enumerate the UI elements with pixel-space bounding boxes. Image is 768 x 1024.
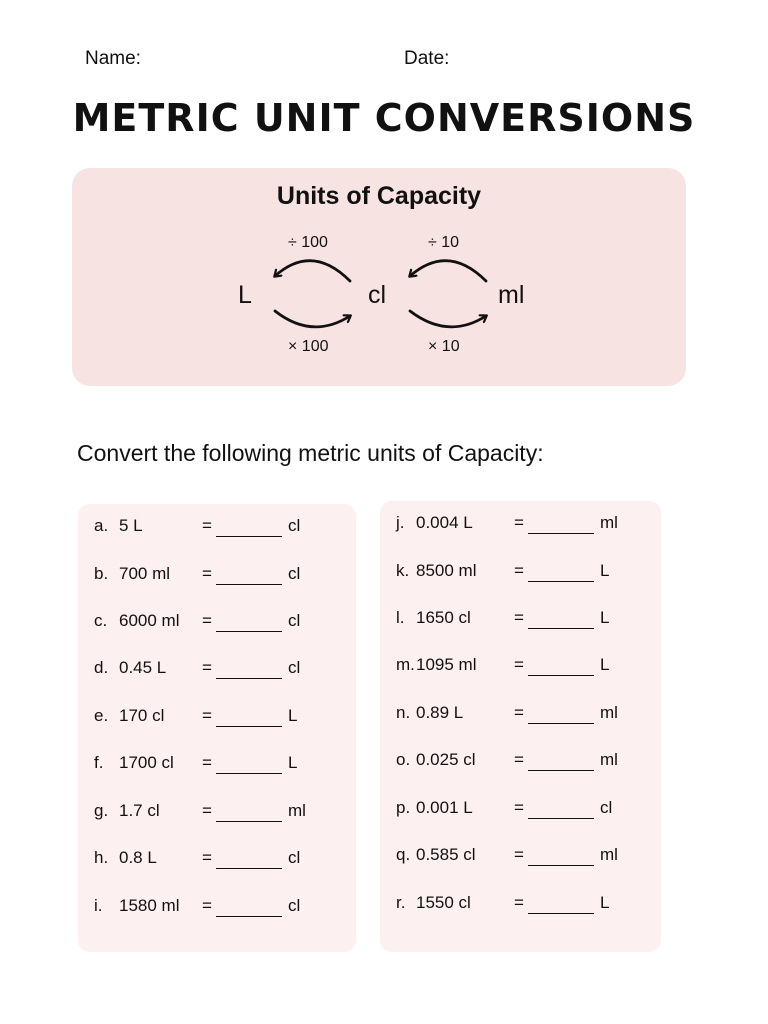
answer-blank[interactable] [528,752,594,771]
answer-blank[interactable] [528,610,594,629]
question-letter: n. [396,703,411,722]
question-row [78,658,356,682]
question-letter: j. [396,513,405,532]
answer-blank[interactable] [528,705,594,724]
question-row [78,564,356,588]
answer-blank[interactable] [528,800,594,819]
op-divide-100: ÷ 100 [288,234,328,251]
question-value: 170 cl [119,706,165,725]
answer-blank[interactable] [528,895,594,914]
unit-ml: ml [498,281,525,309]
question-letter: f. [94,753,104,772]
page-title: METRIC UNIT CONVERSIONS [72,96,696,140]
op-multiply-10: × 10 [428,338,460,355]
question-letter: b. [94,564,109,583]
question-letter: l. [396,608,405,627]
answer-blank[interactable] [216,755,282,774]
question-letter: h. [94,848,109,867]
answer-blank[interactable] [216,803,282,822]
capacity-diagram-box [72,168,686,386]
right-question-panel [380,501,661,952]
conversion-arrows [72,168,686,386]
question-value: 0.8 L [119,848,157,867]
equals-sign: = [514,845,524,864]
answer-blank[interactable] [216,660,282,679]
date-label: Date: [404,48,450,69]
question-value: 1700 cl [119,753,174,772]
equals-sign: = [514,655,524,674]
question-letter: p. [396,798,411,817]
equals-sign: = [202,896,212,915]
question-letter: a. [94,516,109,535]
question-value: 1095 ml [416,655,477,674]
question-row [78,516,356,540]
equals-sign: = [514,798,524,817]
target-unit: cl [288,564,301,583]
question-row [380,561,661,585]
question-row [380,798,661,822]
arrow-cl-to-L [275,261,350,281]
equals-sign: = [202,753,212,772]
target-unit: L [288,753,298,772]
question-letter: i. [94,896,103,915]
question-row [380,513,661,537]
question-value: 1580 ml [119,896,180,915]
question-row [78,801,356,825]
unit-L: L [238,281,252,309]
equals-sign: = [202,848,212,867]
target-unit: cl [288,516,301,535]
target-unit: L [600,561,610,580]
target-unit: cl [288,658,301,677]
equals-sign: = [514,893,524,912]
answer-blank[interactable] [216,613,282,632]
equals-sign: = [514,750,524,769]
answer-blank[interactable] [528,515,594,534]
answer-blank[interactable] [216,850,282,869]
question-value: 5 L [119,516,143,535]
equals-sign: = [514,703,524,722]
question-letter: m. [396,655,415,674]
question-row [380,750,661,774]
question-row [78,896,356,920]
target-unit: L [288,706,298,725]
question-letter: c. [94,611,108,630]
target-unit: ml [600,750,618,769]
question-row [380,608,661,632]
equals-sign: = [202,706,212,725]
question-row [78,848,356,872]
question-row [78,706,356,730]
question-value: 700 ml [119,564,171,583]
name-label: Name: [85,48,141,69]
op-multiply-100: × 100 [288,338,329,355]
equals-sign: = [202,658,212,677]
question-value: 0.004 L [416,513,473,532]
question-value: 6000 ml [119,611,180,630]
target-unit: cl [600,798,613,817]
answer-blank[interactable] [528,657,594,676]
unit-cl: cl [368,281,387,309]
question-letter: d. [94,658,109,677]
target-unit: ml [600,703,618,722]
question-letter: g. [94,801,109,820]
equals-sign: = [202,611,212,630]
question-value: 1.7 cl [119,801,160,820]
question-value: 0.89 L [416,703,464,722]
answer-blank[interactable] [216,898,282,917]
op-divide-10: ÷ 10 [428,234,460,251]
question-row [78,753,356,777]
equals-sign: = [202,564,212,583]
left-question-panel [78,504,356,952]
question-row [380,703,661,727]
question-letter: r. [396,893,406,912]
question-value: 0.585 cl [416,845,476,864]
answer-blank[interactable] [216,518,282,537]
question-value: 0.001 L [416,798,473,817]
question-letter: k. [396,561,410,580]
answer-blank[interactable] [216,566,282,585]
question-value: 0.025 cl [416,750,476,769]
question-value: 0.45 L [119,658,167,677]
arrow-L-to-cl [275,311,350,327]
question-row [380,655,661,679]
instruction-text: Convert the following metric units of Capacity: [77,440,544,466]
question-letter: o. [396,750,411,769]
question-row [380,893,661,917]
box-title: Units of Capacity [276,182,482,210]
question-row [380,845,661,869]
target-unit: cl [288,848,301,867]
answer-blank[interactable] [216,708,282,727]
equals-sign: = [202,516,212,535]
arrow-cl-to-ml [410,311,486,327]
question-value: 8500 ml [416,561,477,580]
target-unit: ml [600,513,618,532]
equals-sign: = [202,801,212,820]
equals-sign: = [514,608,524,627]
answer-blank[interactable] [528,847,594,866]
question-value: 1550 cl [416,893,471,912]
target-unit: ml [288,801,306,820]
target-unit: cl [288,896,301,915]
target-unit: L [600,608,610,627]
question-row [78,611,356,635]
answer-blank[interactable] [528,563,594,582]
question-letter: e. [94,706,109,725]
equals-sign: = [514,561,524,580]
equals-sign: = [514,513,524,532]
target-unit: L [600,655,610,674]
question-value: 1650 cl [416,608,471,627]
arrow-ml-to-cl [410,261,486,281]
question-letter: q. [396,845,411,864]
target-unit: cl [288,611,301,630]
target-unit: ml [600,845,618,864]
target-unit: L [600,893,610,912]
